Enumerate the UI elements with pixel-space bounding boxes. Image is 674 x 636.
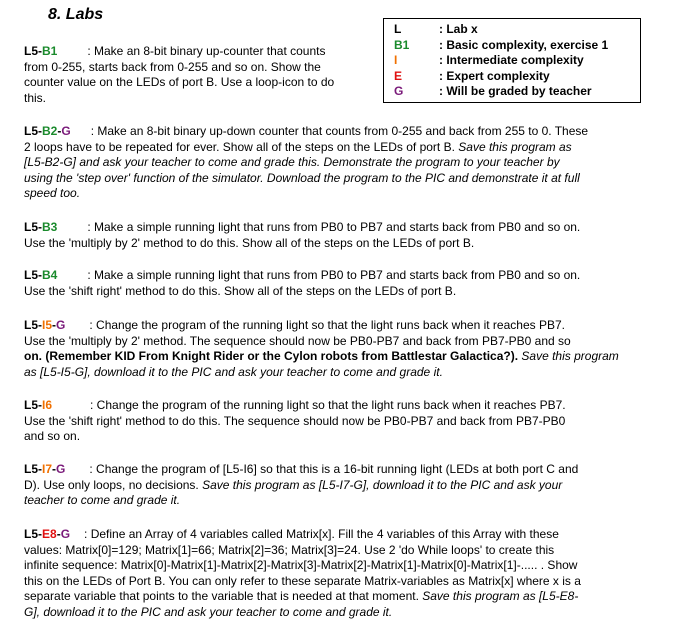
lab-text: : Make a simple running light that runs from PB0 to PB7 and starts back from PB0 and so on.	[87, 268, 581, 282]
lab-level: I6	[42, 398, 53, 412]
legend-box	[383, 18, 641, 103]
lab-line: values: Matrix[0]=129; Matrix[1]=66; Matrix[2]=36; Matrix[3]=24. Use 2 'do While loops' to create this	[24, 542, 555, 557]
lab-b4	[24, 268, 580, 299]
lab-line: and so on.	[24, 429, 81, 443]
lab-line: Use the 'shift right' method to do this. Show all of the steps on the LEDs of port B.	[24, 283, 457, 298]
lab-b2-g	[24, 124, 588, 202]
lab-i7-g	[24, 462, 578, 509]
lab-line	[24, 268, 580, 284]
lab-prefix: L5-	[24, 44, 42, 58]
page-title: 8. Labs	[48, 6, 104, 23]
lab-grade: G	[61, 124, 71, 138]
legend-desc: : Expert complexity	[439, 68, 550, 83]
lab-level: B3	[42, 220, 58, 234]
lab-line: D). Use only loops, no decisions. Save this program as [L5-I7-G], download it to the PIC and ask your	[24, 477, 563, 492]
lab-i6	[24, 398, 566, 445]
lab-line	[24, 398, 566, 414]
lab-text: : Define an Array of 4 variables called Matrix[x]. Fill the 4 variables of this Array with these	[84, 527, 559, 541]
legend-row	[394, 69, 640, 85]
legend-code: I	[394, 53, 398, 67]
lab-text: : Change the program of the running light so that the light runs back when it reaches PB7.	[89, 318, 565, 332]
lab-prefix: L5-	[24, 398, 42, 412]
legend-code: B1	[394, 37, 410, 52]
lab-line: using the 'step over' function of the simulator. Download the program to the PIC and demonstrate it at full	[24, 170, 580, 185]
lab-line: infinite sequence: Matrix[0]-Matrix[1]-Matrix[2]-Matrix[3]-Matrix[2]-Matrix[1]-Matrix[0]-Matrix[1]-..... . Show	[24, 558, 578, 572]
lab-line	[24, 220, 580, 236]
lab-level: B4	[42, 268, 58, 282]
lab-text: : Change the program of [L5-I6] so that this is a 16-bit running light (LEDs at both port C and	[89, 462, 579, 476]
lab-line	[24, 527, 581, 543]
lab-line: Use the 'multiply by 2' method. The sequence should now be PB0-PB7 and back from PB7-PB0 and so	[24, 333, 571, 348]
lab-grade: G	[56, 462, 66, 476]
lab-line	[24, 124, 588, 140]
lab-e8-g	[24, 527, 581, 620]
lab-sep: -	[52, 318, 57, 332]
lab-level: I5	[42, 318, 53, 332]
lab-italic: Save this program as [L5-I7-G], download it to the PIC and ask your	[202, 477, 563, 492]
lab-text: : Make a simple running light that runs from PB0 to PB7 and starts back from PB0 and so on.	[87, 220, 581, 234]
lab-level: B1	[42, 44, 58, 58]
lab-line: this.	[24, 90, 47, 105]
lab-prefix: L5-	[24, 220, 42, 234]
lab-sep: -	[52, 462, 57, 476]
lab-level: B2	[42, 124, 58, 138]
lab-prefix: L5-	[24, 124, 42, 138]
lab-line: G], download it to the PIC and ask your teacher to come and grade it.	[24, 604, 393, 619]
legend-desc: : Will be graded by teacher	[439, 84, 592, 98]
lab-line: [L5-B2-G] and ask your teacher to come and grade this. Demonstrate the program to your teacher by	[24, 155, 560, 169]
lab-italic: Save this program	[521, 349, 619, 363]
legend-row	[394, 38, 640, 54]
lab-line: as [L5-I5-G], download it to the PIC and ask your teacher to come and grade it.	[24, 364, 443, 379]
legend-code: G	[394, 84, 404, 98]
lab-prefix: L5-	[24, 268, 42, 282]
lab-line: counter value on the LEDs of port B. Use a loop-icon to do	[24, 75, 335, 89]
lab-text: : Make an 8-bit binary up-down counter that counts from 0-255 and back from 255 to 0. These	[90, 124, 589, 138]
lab-b1	[24, 44, 334, 106]
lab-grade: G	[60, 527, 71, 541]
lab-line: from 0-255, starts back from 0-255 and so on. Show the	[24, 59, 321, 74]
lab-line: this on the LEDs of Port B. You can only refer to these separate Matrix-variables as Matrix[x] where x is a	[24, 573, 581, 588]
lab-line: Use the 'shift right' method to do this. The sequence should now be PB0-PB7 and back from PB7-PB0	[24, 413, 566, 428]
lab-text: : Make an 8-bit binary up-counter that counts	[87, 44, 326, 58]
lab-b3	[24, 220, 580, 251]
lab-sep: -	[57, 124, 62, 138]
legend-row	[394, 53, 640, 69]
legend-row	[394, 22, 640, 38]
lab-italic: Save this program as	[458, 139, 572, 154]
legend-row	[394, 84, 640, 100]
legend-desc: : Lab x	[439, 22, 478, 36]
lab-line: Use the 'multiply by 2' method to do this. Show all of the steps on the LEDs of port B.	[24, 235, 475, 250]
lab-line: 2 loops have to be repeated for ever. Show all of the steps on the LEDs of port B. Save this program as	[24, 139, 572, 154]
lab-italic: Save this program as [L5-E8-	[422, 589, 579, 603]
lab-line	[24, 44, 334, 60]
lab-i5-g	[24, 318, 619, 380]
lab-line: speed too.	[24, 186, 81, 200]
lab-grade: G	[56, 318, 66, 332]
legend-code: E	[394, 68, 403, 83]
legend-desc: : Intermediate complexity	[439, 53, 584, 67]
lab-line: teacher to come and grade it.	[24, 493, 181, 507]
lab-prefix: L5-	[24, 318, 42, 332]
lab-text: : Change the program of the running light so that the light runs back when it reaches PB7.	[90, 398, 566, 412]
lab-line	[24, 318, 619, 334]
lab-line: on. (Remember KID From Knight Rider or the Cylon robots from Battlestar Galactica?). Save this program	[24, 349, 619, 363]
lab-line: separate variable that points to the variable that is needed at that moment. Save this program as [L5-E8-	[24, 589, 579, 603]
lab-sep: -	[56, 527, 61, 541]
lab-level: E8	[42, 527, 57, 541]
lab-prefix: L5-	[24, 527, 42, 541]
legend-code: L	[394, 22, 402, 36]
lab-prefix: L5-	[24, 462, 42, 476]
lab-level: I7	[42, 462, 53, 476]
legend-desc: : Basic complexity, exercise 1	[439, 37, 609, 52]
lab-line	[24, 462, 578, 478]
